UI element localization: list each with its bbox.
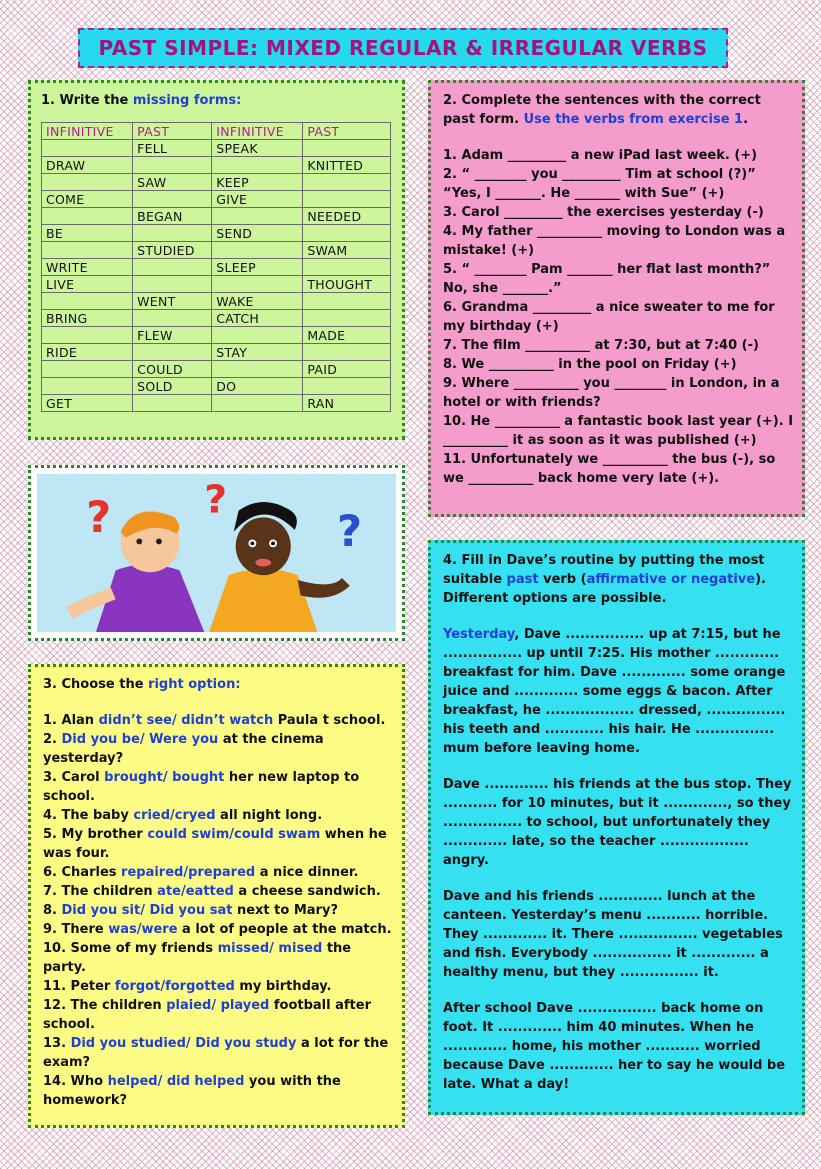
instr-text: 4. Fill in Dave’s routine by putting the most suitable [443,553,765,587]
verb-cell[interactable] [42,208,133,225]
verb-cell[interactable] [303,293,391,310]
verb-cell[interactable] [133,310,212,327]
illustration-panel [28,465,405,641]
header-cell: INFINITIVE [212,123,303,140]
worksheet-title [78,28,728,68]
sentence-item: 6. Grandma _________ a nice sweater to me for my birthday (+) [443,300,775,334]
paragraph-text: , Dave ................ up at 7:15, but he ................ up until 7:25. His mother ............. breakfast for him. Dave ............. some orange juice and ............. some eggs & bacon. After breakfast, he .................. dressed, ................ his teeth and ............ his hair. He ................ mum before leaving home. [443,627,786,756]
choice-item [43,863,394,882]
choice-text: 13. [43,1036,71,1051]
routine-paragraph-3: Dave and his friends ............. lunch at the canteen. Yesterday’s menu ........... horrible. They ............. it. There ................ vegetables and fish. Everybody ................ it ............. a healthy menu, but they ................ it. [443,889,783,980]
verb-cell[interactable] [212,242,303,259]
instr-highlight: past [506,572,539,587]
verb-cell: WAKE [212,293,303,310]
verb-table-row [42,276,391,293]
verb-cell[interactable] [303,140,391,157]
verb-cell[interactable] [42,327,133,344]
choice-item [43,711,394,730]
verb-cell: SAW [133,174,212,191]
verb-cell: LIVE [42,276,133,293]
verb-cell: MADE [303,327,391,344]
verb-cell[interactable] [212,395,303,412]
sentence-item: 4. My father __________ moving to London was a mistake! (+) [443,224,786,258]
verb-cell: STAY [212,344,303,361]
verb-table-row [42,208,391,225]
verb-cell: SEND [212,225,303,242]
choice-options[interactable]: could swim/could swam [147,827,321,842]
exercise-2-panel [428,80,805,517]
verb-cell: RIDE [42,344,133,361]
verb-cell[interactable] [42,242,133,259]
instr-text: . [743,112,749,127]
exercise-1-instruction [41,91,394,110]
choice-text: 12. The children [43,998,167,1013]
verb-table-row [42,140,391,157]
question-mark-icon: ? [86,493,112,543]
question-mark-icon: ? [336,507,363,558]
choice-text: 2. [43,732,62,747]
choice-options[interactable]: ate/eatted [157,884,234,899]
verb-table-row [42,157,391,174]
verb-cell[interactable] [133,276,212,293]
cartoon-image [37,474,396,632]
choice-text: a lot for the exam? [43,1036,389,1070]
instr-highlight: missing forms: [132,93,242,108]
routine-paragraph-4: After school Dave ................ back home on foot. It ............. him 40 minutes. When he ............. home, his mother ........... worried because Dave ............. her to say he would be late. What a day! [443,1001,786,1092]
verb-cell[interactable] [303,259,391,276]
verb-cell[interactable] [133,259,212,276]
verb-cell: CATCH [212,310,303,327]
verb-cell: SOLD [133,378,212,395]
choice-text: 5. My brother [43,827,148,842]
choice-options[interactable]: Did you be/ Were you [61,732,219,747]
verb-table-row [42,174,391,191]
verb-cell: PAID [303,361,391,378]
verb-cell: DO [212,378,303,395]
choice-item [43,730,394,768]
choice-text: 9. There [43,922,109,937]
sentence-item: 1. Adam _________ a new iPad last week. (+) [443,148,758,163]
choice-item [43,939,394,977]
choice-item [43,977,394,996]
verb-cell[interactable] [42,174,133,191]
choice-text: 7. The children [43,884,158,899]
choice-item [43,996,394,1034]
verb-cell[interactable] [303,378,391,395]
choice-text: the party. [43,941,352,975]
instr-text: 3. Choose the [43,677,149,692]
verb-cell: GIVE [212,191,303,208]
exercise-2-sentences [443,146,794,488]
choice-text: 1. Alan [43,713,99,728]
verb-cell[interactable] [133,157,212,174]
choice-item [43,806,394,825]
sentence-item: 11. Unfortunately we __________ the bus (-), so we __________ back home very late (+). [443,452,776,486]
choice-text: 3. Carol [43,770,105,785]
instr-text: verb ( [538,572,587,587]
choice-text: her new laptop to school. [43,770,360,804]
choice-options[interactable]: plaied/ played [166,998,270,1013]
verb-table-row [42,225,391,242]
choice-text: 4. The baby [43,808,134,823]
verb-cell: BEGAN [133,208,212,225]
choice-options[interactable]: missed/ mised [217,941,323,956]
verb-cell[interactable] [212,157,303,174]
verb-cell: FLEW [133,327,212,344]
verb-cell: THOUGHT [303,276,391,293]
choice-text: a nice dinner. [255,865,359,880]
verb-cell: NEEDED [303,208,391,225]
verb-cell: COME [42,191,133,208]
exercise-4-panel [428,540,805,1115]
choice-item [43,920,394,939]
routine-paragraph-1 [443,625,792,758]
sentence-item: 5. “ ________ Pam _______ her flat last month?” No, she _______.” [443,262,771,296]
choice-options[interactable]: cried/cryed [133,808,216,823]
sentence-item: “Yes, I _______. He _______ with Sue” (+) [443,186,725,201]
verb-table-row [42,378,391,395]
routine-paragraph-2: Dave ............. his friends at the bus stop. They ........... for 10 minutes, but it ............., so they ................ to school, but unfortunately they ............. late, so the teacher .................. angry. [443,777,792,868]
verb-cell[interactable] [133,191,212,208]
choice-options[interactable]: was/were [108,922,178,937]
choice-options[interactable]: Did you sit/ Did you sat [61,903,233,918]
instr-highlight: Use the verbs from exercise 1 [523,112,744,127]
sentence-item: 2. “ ________ you _________ Tim at school (?)” [443,167,756,182]
choice-item [43,901,394,920]
choice-options[interactable]: didn’t see/ didn’t watch [98,713,274,728]
sentence-item: 8. We __________ in the pool on Friday (+) [443,357,737,372]
choice-text: when he was four. [43,827,387,861]
instr-highlight: affirmative or negative [586,572,756,587]
verb-cell[interactable] [133,344,212,361]
exercise-1-panel [28,80,405,440]
verb-table-row [42,327,391,344]
sentence-item: 3. Carol _________ the exercises yesterday (-) [443,205,764,220]
verb-cell[interactable] [212,276,303,293]
verb-cell[interactable] [212,361,303,378]
verb-cell: RAN [303,395,391,412]
confused-kids-illustration [37,474,396,632]
choice-item [43,768,394,806]
verb-table-row [42,344,391,361]
verb-cell: WENT [133,293,212,310]
choice-text: Paula t school. [273,713,386,728]
verb-table-row [42,361,391,378]
choice-text: next to Mary? [232,903,338,918]
choice-options[interactable]: brought/ bought [104,770,225,785]
choice-item [43,825,394,863]
verb-table-row [42,242,391,259]
verb-cell: SWAM [303,242,391,259]
exercise-4-instruction [443,551,792,608]
choice-text: at the cinema yesterday? [43,732,324,766]
paragraph-lead: Yesterday [443,627,515,642]
verb-cell: BRING [42,310,133,327]
choice-text: 6. Charles [43,865,122,880]
choice-text: 10. Some of my friends [43,941,218,956]
sentence-item: 7. The film __________ at 7:30, but at 7:40 (-) [443,338,759,353]
verb-table-row [42,191,391,208]
verb-cell[interactable] [303,344,391,361]
title-text: PAST SIMPLE: MIXED REGULAR & IRREGULAR VERBS [98,36,708,60]
verb-cell[interactable] [303,225,391,242]
exercise-3-panel [28,664,405,1128]
verb-cell[interactable] [133,395,212,412]
choice-item [43,1034,394,1072]
instr-text: 2. Complete the sentences with the correct past form. [443,93,761,127]
verb-cell[interactable] [212,327,303,344]
verb-cell[interactable] [42,378,133,395]
verb-table-row [42,395,391,412]
verb-table [41,122,391,412]
verb-cell: COULD [133,361,212,378]
choice-text: 11. Peter [43,979,115,994]
choice-options[interactable]: helped/ did helped [107,1074,245,1089]
verb-cell: FELL [133,140,212,157]
verb-cell[interactable] [42,361,133,378]
header-cell: INFINITIVE [42,123,133,140]
choice-text: a lot of people at the match. [177,922,392,937]
choice-text: a cheese sandwich. [233,884,381,899]
verb-cell: WRITE [42,259,133,276]
instr-text: 1. Write the [41,93,133,108]
choice-options[interactable]: Did you studied/ Did you study [70,1036,297,1051]
sentence-item: 10. He __________ a fantastic book last year (+). I __________ it as soon as it was published (+) [443,414,794,448]
question-mark-icon: ? [204,477,228,523]
choice-item [43,1072,394,1110]
verb-table-header [42,123,391,140]
verb-cell[interactable] [133,225,212,242]
verb-cell: BE [42,225,133,242]
header-cell: PAST [303,123,391,140]
verb-cell: SPEAK [212,140,303,157]
verb-table-row [42,310,391,327]
verb-cell[interactable] [303,191,391,208]
choice-text: all night long. [215,808,323,823]
sentence-item: 9. Where __________ you ________ in London, in a hotel or with friends? [443,376,780,410]
verb-table-row [42,293,391,310]
exercise-3-items [43,711,394,1110]
verb-cell: KEEP [212,174,303,191]
instr-text: ). Different options are possible. [443,572,766,606]
verb-cell: SLEEP [212,259,303,276]
verb-cell[interactable] [303,174,391,191]
choice-item [43,882,394,901]
verb-table-row [42,259,391,276]
verb-cell: STUDIED [133,242,212,259]
instr-highlight: right option: [148,677,241,692]
choice-options[interactable]: repaired/prepared [121,865,256,880]
choice-text: 14. Who [43,1074,108,1089]
exercise-2-instruction [443,91,794,129]
verb-cell: GET [42,395,133,412]
choice-text: football after school. [43,998,371,1032]
verb-cell[interactable] [212,208,303,225]
exercise-3-instruction [43,675,394,694]
choice-text: you with the homework? [43,1074,341,1108]
verb-cell[interactable] [303,310,391,327]
verb-cell: DRAW [42,157,133,174]
verb-cell[interactable] [42,140,133,157]
verb-cell[interactable] [42,293,133,310]
choice-options[interactable]: forgot/forgotted [114,979,235,994]
choice-text: my birthday. [234,979,332,994]
header-cell: PAST [133,123,212,140]
verb-cell: KNITTED [303,157,391,174]
choice-text: 8. [43,903,62,918]
